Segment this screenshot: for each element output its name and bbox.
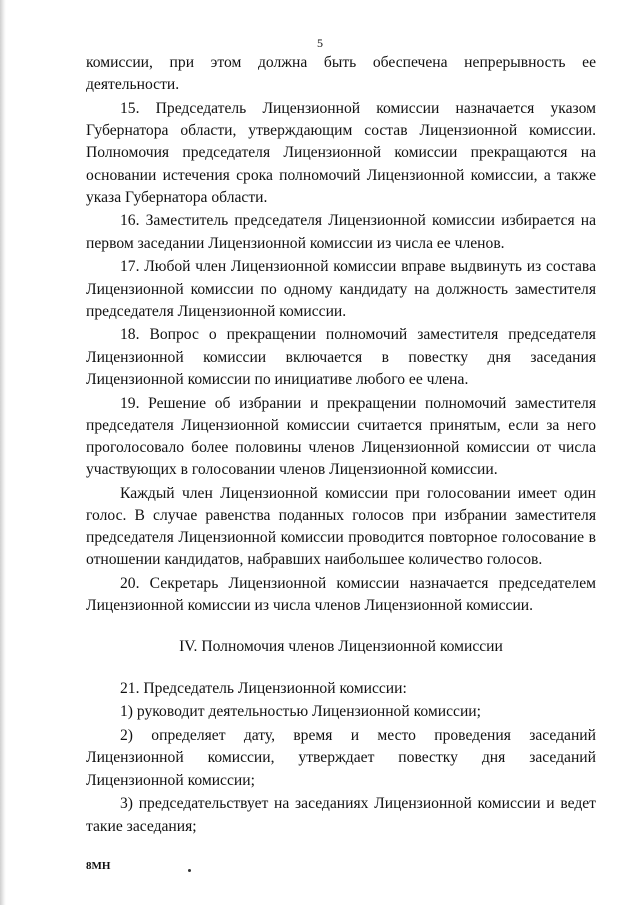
paragraph-16: 16. Заместитель председателя Лицензионной комиссии избирается на первом заседании Лицензионной комиссии из числа ее членов.: [86, 212, 596, 252]
paragraph-21-item-3: 3) председательствует на заседаниях Лицензионной комиссии и ведет такие заседания;: [86, 795, 596, 835]
paragraph-18: 18. Вопрос о прекращении полномочий заместителя председателя Лицензионной комиссии включается в повестку дня заседания Лицензионной комиссии по инициативе любого ее члена.: [86, 326, 596, 388]
paragraph-21-item-1: 1) руководит деятельностью Лицензионной комиссии;: [120, 703, 481, 721]
page-number: 5: [317, 36, 323, 50]
paragraph-20: 20. Секретарь Лицензионной комиссии назначается председателем Лицензионной комиссии из числа членов Лицензионной комиссии.: [86, 575, 596, 615]
paragraph-21-item-2: 2) определяет дату, время и место проведения заседаний Лицензионной комиссии, утверждает повестку дня заседаний Лицензионной комиссии;: [86, 727, 596, 789]
footer-code: 8МН: [86, 860, 111, 872]
scan-edge-shadow: [0, 0, 6, 905]
paragraph-19-voting: Каждый член Лицензионной комиссии при голосовании имеет один голос. В случае равенства поданных голосов при избрании заместителя председателя Лицензионной комиссии проводится повторное голосование в отношении кандидатов, набравших наибольшее количество голосов.: [86, 484, 596, 569]
paragraph-15: 15. Председатель Лицензионной комиссии назначается указом Губернатора области, утверждающим состав Лицензионной комиссии. Полномочия председателя Лицензионной комиссии прекращаются на основании истечения срока полномочий Лицензионной комиссии, а также указа Губернатора области.: [86, 99, 596, 206]
paragraph-17: 17. Любой член Лицензионной комиссии вправе выдвинуть из состава Лицензионной комиссии по одному кандидату на должность заместителя председателя Лицензионной комиссии.: [86, 258, 596, 320]
paragraph-21: 21. Председатель Лицензионной комиссии:: [120, 679, 407, 697]
scan-speck: [188, 869, 191, 872]
paragraph-19: 19. Решение об избрании и прекращении полномочий заместителя председателя Лицензионной комиссии считается принятым, если за него проголосовало более половины членов Лицензионной комиссии от числа участвующих в голосовании членов Лицензионной комиссии.: [86, 394, 596, 479]
document-body: [86, 52, 596, 839]
section-heading: IV. Полномочия членов Лицензионной комиссии: [179, 637, 503, 655]
paragraph-continuation: комиссии, при этом должна быть обеспечена непрерывность ее деятельности.: [86, 54, 596, 94]
